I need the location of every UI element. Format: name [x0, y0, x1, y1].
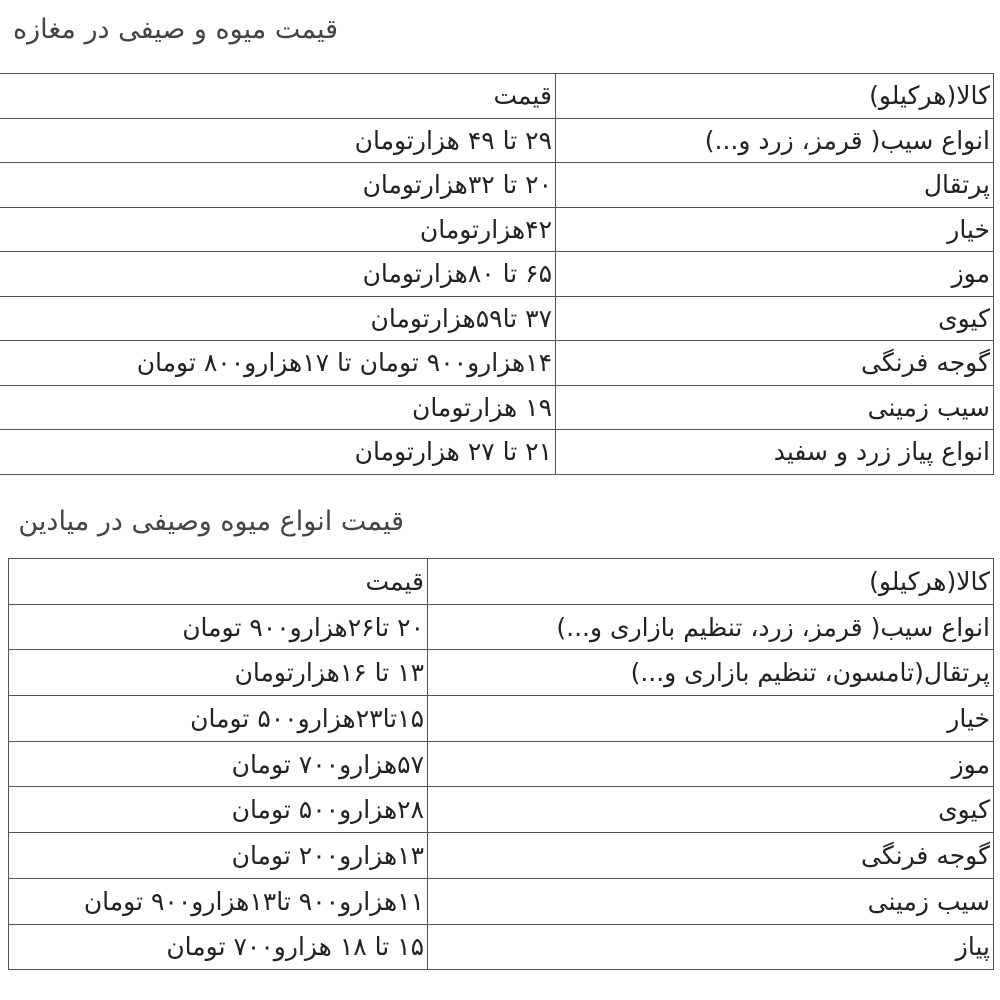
table-row: [0, 252, 994, 297]
item-price: ۲۸هزارو۵۰۰ تومان: [9, 787, 428, 833]
header-price: قیمت: [9, 559, 428, 605]
item-price: ۲۰ تا۲۶هزارو۹۰۰ تومان: [9, 604, 428, 650]
item-price: ۱۳ تا ۱۶هزارتومان: [9, 650, 428, 696]
table-row: [9, 696, 994, 742]
item-price: ۱۹ هزارتومان: [0, 385, 556, 430]
item-name: گوجه فرنگی: [428, 833, 994, 879]
item-price: ۲۰ تا ۳۲هزارتومان: [0, 163, 556, 208]
item-price: ۱۵تا۲۳هزارو۵۰۰ تومان: [9, 696, 428, 742]
market-price-table: [8, 558, 994, 970]
table-header-row: [9, 559, 994, 605]
item-price: ۲۱ تا ۲۷ هزارتومان: [0, 430, 556, 475]
table-row: [9, 878, 994, 924]
table-header-row: [0, 74, 994, 119]
item-price: ۶۵ تا ۸۰هزارتومان: [0, 252, 556, 297]
item-name: سیب زمینی: [556, 385, 994, 430]
shop-price-table: [0, 73, 994, 475]
item-price: ۲۹ تا ۴۹ هزارتومان: [0, 118, 556, 163]
table-row: [9, 604, 994, 650]
item-price: ۱۵ تا ۱۸ هزارو۷۰۰ تومان: [9, 924, 428, 970]
table-row: [9, 787, 994, 833]
item-price: ۱۳هزارو۲۰۰ تومان: [9, 833, 428, 879]
item-price: ۱۱هزارو۹۰۰ تا۱۳هزارو۹۰۰ تومان: [9, 878, 428, 924]
table-row: [9, 924, 994, 970]
item-price: ۱۴هزارو۹۰۰ تومان تا ۱۷هزارو۸۰۰ تومان: [0, 341, 556, 386]
item-name: سیب زمینی: [428, 878, 994, 924]
table-row: [0, 296, 994, 341]
item-name: پرتقال(تامسون، تنظیم بازاری و...): [428, 650, 994, 696]
item-name: انواع سیب( قرمز، زرد و...): [556, 118, 994, 163]
item-name: پرتقال: [556, 163, 994, 208]
item-name: کیوی: [556, 296, 994, 341]
table-row: [9, 741, 994, 787]
item-name: خیار: [556, 207, 994, 252]
item-name: انواع سیب( قرمز، زرد، تنظیم بازاری و...): [428, 604, 994, 650]
item-name: پیاز: [428, 924, 994, 970]
item-name: خیار: [428, 696, 994, 742]
table-row: [9, 833, 994, 879]
item-name: موز: [428, 741, 994, 787]
header-price: قیمت: [0, 74, 556, 119]
table-row: [0, 385, 994, 430]
item-name: کیوی: [428, 787, 994, 833]
table-row: [0, 430, 994, 475]
header-item: کالا(هرکیلو): [556, 74, 994, 119]
item-name: موز: [556, 252, 994, 297]
header-item: کالا(هرکیلو): [428, 559, 994, 605]
table-row: [0, 118, 994, 163]
item-name: گوجه فرنگی: [556, 341, 994, 386]
item-price: ۳۷ تا۵۹هزارتومان: [0, 296, 556, 341]
item-price: ۵۷هزارو۷۰۰ تومان: [9, 741, 428, 787]
item-name: انواع پیاز زرد و سفید: [556, 430, 994, 475]
table-row: [0, 207, 994, 252]
table-row: [0, 163, 994, 208]
item-price: ۴۲هزارتومان: [0, 207, 556, 252]
section-1-title: قیمت میوه و صیفی در مغازه: [12, 14, 338, 45]
table-row: [9, 650, 994, 696]
table-row: [0, 341, 994, 386]
section-2-title: قیمت انواع میوه وصیفی در میادین: [18, 506, 404, 537]
